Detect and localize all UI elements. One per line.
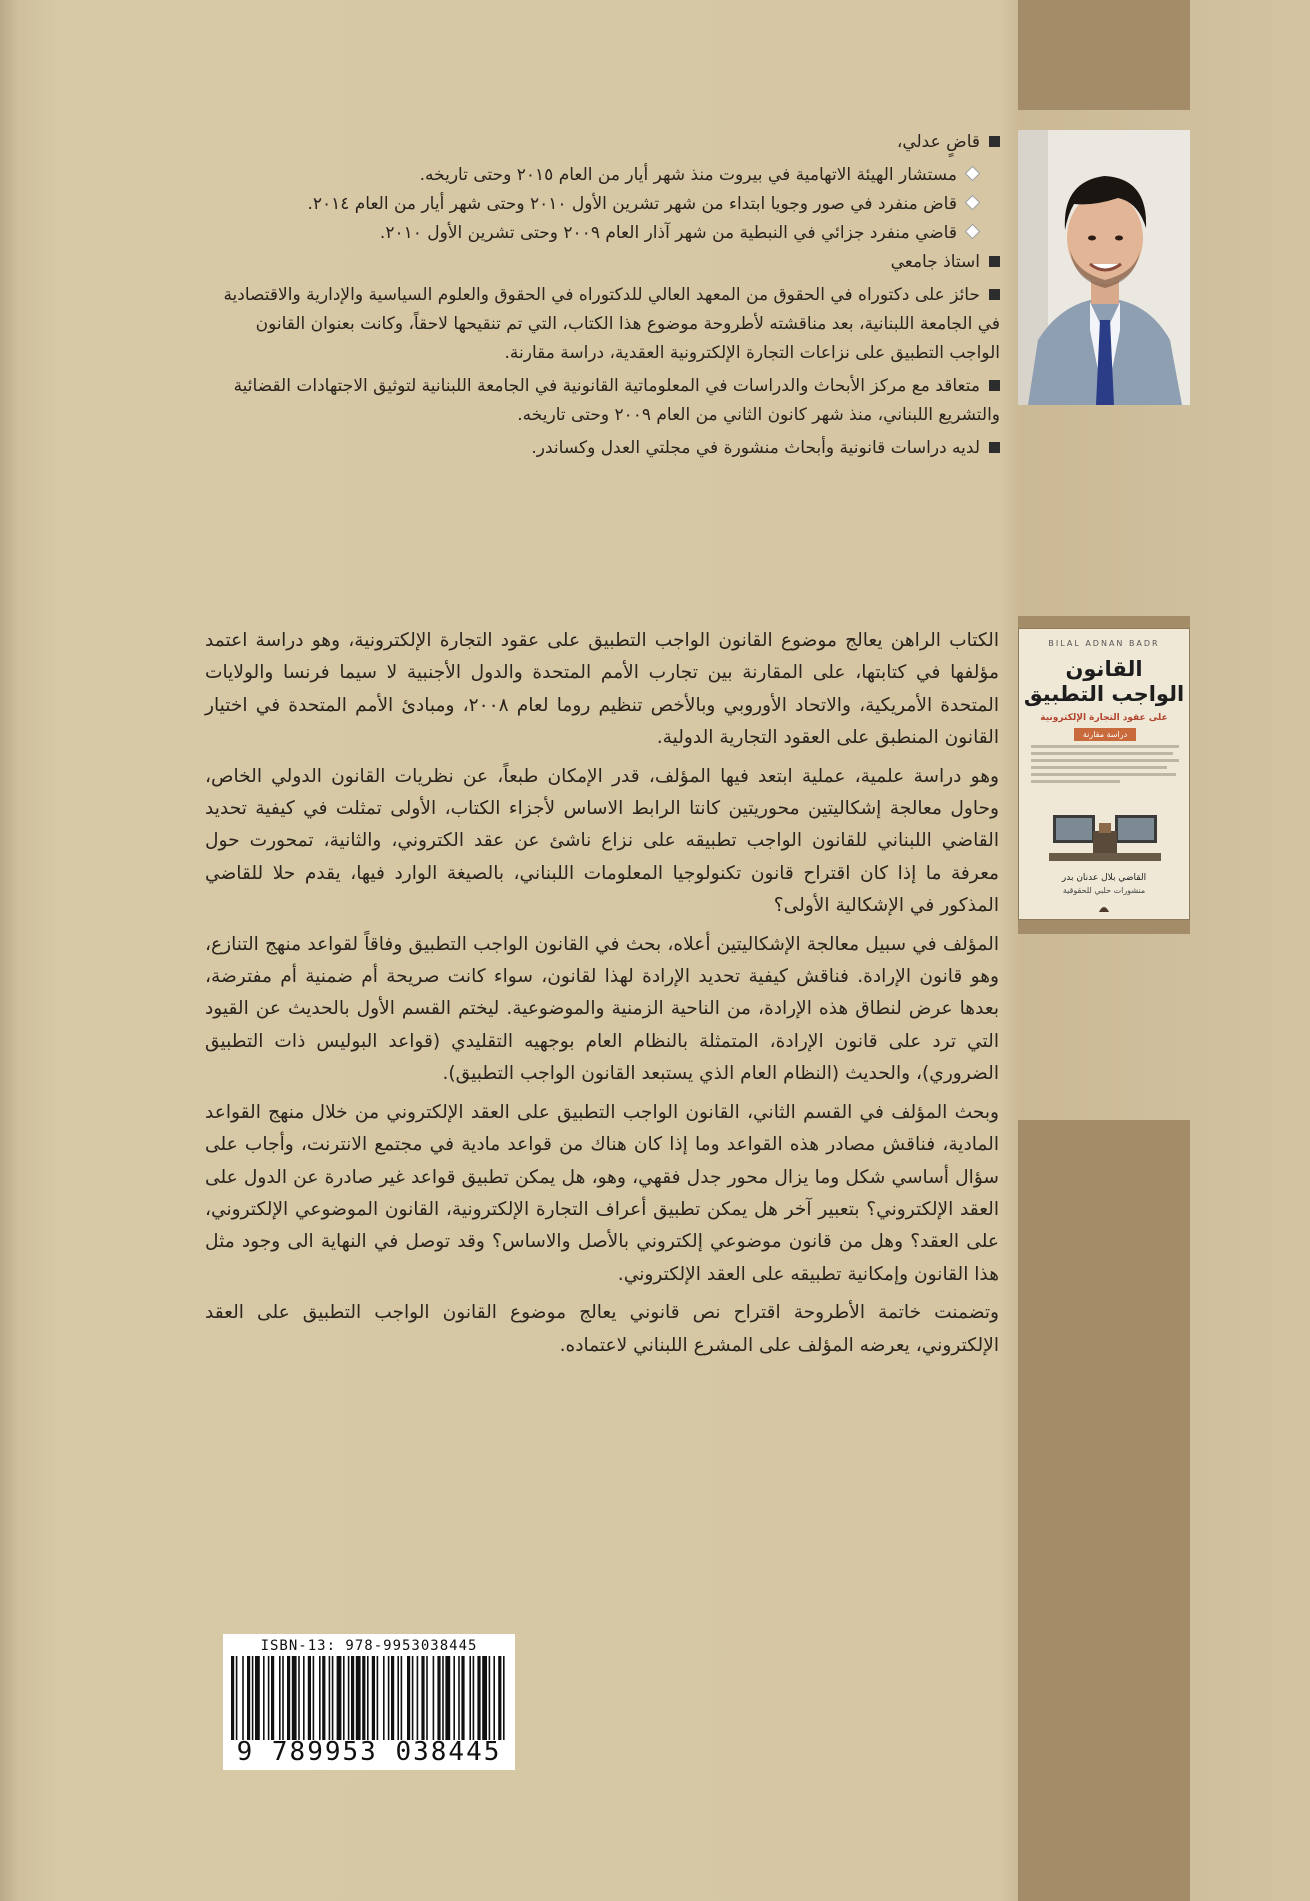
bio-role-judge bbox=[200, 128, 1000, 157]
barcode-bar bbox=[282, 1656, 284, 1740]
barcode-bar bbox=[337, 1656, 342, 1740]
barcode-bar bbox=[242, 1656, 244, 1740]
thumbnail-title bbox=[1019, 657, 1189, 707]
thumbnail-badge: دراسة مقارنة bbox=[1074, 728, 1136, 741]
author-photo bbox=[1018, 130, 1190, 405]
thumbnail-author-latin: BILAL ADNAN BADR bbox=[1048, 639, 1160, 648]
diamond-bullet-icon bbox=[965, 195, 981, 211]
thumbnail-title-line2: الواجب التطبيق bbox=[1023, 682, 1185, 706]
barcode-bars bbox=[231, 1656, 507, 1740]
barcode-bar bbox=[453, 1656, 455, 1740]
barcode-bar bbox=[252, 1656, 254, 1740]
barcode-bar bbox=[329, 1656, 331, 1740]
barcode-bar bbox=[236, 1656, 238, 1740]
diamond-bullet-icon bbox=[965, 166, 981, 182]
barcode-bar bbox=[383, 1656, 385, 1740]
barcode-bar bbox=[362, 1656, 365, 1740]
barcode-bar bbox=[308, 1656, 311, 1740]
thumbnail-author-name: القاضي بلال عدنان بدر bbox=[1061, 873, 1147, 883]
barcode-bar bbox=[426, 1656, 428, 1740]
barcode-bar bbox=[255, 1656, 260, 1740]
isbn-barcode bbox=[223, 1634, 515, 1770]
barcode-bar bbox=[343, 1656, 345, 1740]
bio-para1-text: حائز على دكتوراه في الحقوق من المعهد العالي للدكتوراه في الحقوق والعلوم السياسية والإدارية والاقتصادية في الجامعة اللبنانية، بعد مناقشته لأطروحة موضوع هذا الكتاب، التي تم تنقيحها لاحقاً، وكانت بعنوان القانون الواجب التطبيق على نزاعات التجارة الإلكترونية العقدية، دراسة مقارنة. bbox=[223, 285, 1000, 363]
barcode-bar bbox=[298, 1656, 300, 1740]
bio-para2-text: متعاقد مع مركز الأبحاث والدراسات في المعلوماتية القانونية في الجامعة اللبنانية لتوثيق الاجتهادات القضائية والتشريع اللبناني، منذ شهر كانون الثاني من العام ٢٠٠٩ وحتى تاريخه. bbox=[233, 376, 1000, 425]
barcode-bar bbox=[332, 1656, 334, 1740]
barcode-bar bbox=[377, 1656, 379, 1740]
thumbnail-subtitle: على عقود التجارة الإلكترونية bbox=[1040, 713, 1168, 723]
barcode-bar bbox=[473, 1656, 475, 1740]
barcode-bar bbox=[477, 1656, 480, 1740]
bio-para3-text: لديه دراسات قانونية وأبحاث منشورة في مجلتي العدل وكساندر. bbox=[531, 438, 980, 458]
bio-paragraph-publications bbox=[200, 434, 1000, 463]
square-bullet-icon bbox=[989, 136, 1000, 147]
barcode-bar bbox=[407, 1656, 410, 1740]
summary-paragraph: الكتاب الراهن يعالج موضوع القانون الواجب التطبيق على عقود التجارة الإلكترونية، وهو دراسة اعتمد مؤلفها في كتابتها، على المقارنة بين تجارب الأمم المتحدة والدول الأجنبية لا سيما فرنسا والولايات المتحدة الأمريكية، والاتحاد الأوروبي وبالأخص تنظيم روما لعام ٢٠٠٨، ومبادئ الأمم المتحدة في اختيار القانون المنطبق على العقود التجارية الدولية. bbox=[205, 630, 999, 749]
barcode-bar bbox=[292, 1656, 297, 1740]
barcode-bar bbox=[401, 1656, 403, 1740]
thumbnail-illustration bbox=[1049, 805, 1161, 863]
barcode-bar bbox=[458, 1656, 460, 1740]
thumbnail-author-note: منشورات حلبي للحقوقية bbox=[1062, 886, 1146, 895]
barcode-bar bbox=[287, 1656, 290, 1740]
bio-sub-item-text: قاضي منفرد جزائي في النبطية من شهر آذار العام ٢٠٠٩ وحتى تشرين الأول ٢٠١٠. bbox=[379, 223, 957, 243]
bio-role-professor bbox=[200, 248, 1000, 277]
bio-sub-item-text: قاض منفرد في صور وجويا ابتداء من شهر تشرين الأول ٢٠١٠ وحتى شهر أيار من العام ٢٠١٤. bbox=[307, 194, 957, 214]
barcode-bar bbox=[319, 1656, 321, 1740]
bio-paragraph-research-center bbox=[200, 372, 1000, 430]
isbn-label: ISBN-13: 978-9953038445 bbox=[260, 1638, 478, 1654]
barcode-bar bbox=[268, 1656, 270, 1740]
barcode-bar bbox=[482, 1656, 487, 1740]
barcode-bar bbox=[322, 1656, 325, 1740]
barcode-bar bbox=[279, 1656, 281, 1740]
barcode-bar bbox=[313, 1656, 315, 1740]
bio-sub-item bbox=[200, 219, 1000, 248]
barcode-bar bbox=[469, 1656, 471, 1740]
decorative-strip-top bbox=[1018, 0, 1190, 110]
barcode-bar bbox=[303, 1656, 305, 1740]
bio-paragraph-doctorate bbox=[200, 281, 1000, 368]
barcode-bar bbox=[348, 1656, 350, 1740]
summary-paragraph: وبحث المؤلف في القسم الثاني، القانون الواجب التطبيق على العقد الإلكتروني من خلال منهج القواعد المادية، فناقش مصادر هذه القواعد وما إذا كان هناك من قواعد مادية في مجتمع الانترنت، وأجاب على سؤال أساسي شكل وما يزال محور جدل فقهي، وهو، هل يمكن تطبيق قواعد غير صادرة عن الدول على العقد الإلكتروني؟ بتعبير آخر هل يمكن تطبيق أعراف التجارة الإلكترونية، القانون الموضوعي الإلكتروني، على العقد؟ وهل من قانون موضوعي إلكتروني بالأصل والاساس؟ وقد توصل في النهاية الى وجود مثل هذا القانون وإمكانية تطبيقه على العقد الإلكتروني. bbox=[205, 1101, 999, 1285]
barcode-bar bbox=[231, 1656, 234, 1740]
summary-paragraph: وتضمنت خاتمة الأطروحة اقتراح نص قانوني يعالج موضوع القانون الواجب التطبيق على العقد الإلكتروني، يعرضه المؤلف على المشرع اللبناني لاعتماده. bbox=[205, 1302, 999, 1356]
thumbnail-text-lines bbox=[1031, 745, 1179, 787]
barcode-bar bbox=[442, 1656, 444, 1740]
decorative-strip-bottom bbox=[1018, 1120, 1190, 1901]
author-bio bbox=[200, 128, 1000, 467]
barcode-bar bbox=[397, 1656, 399, 1740]
barcode-bar bbox=[388, 1656, 390, 1740]
book-thumbnail bbox=[1018, 628, 1190, 920]
isbn-digits: 9 789953 038445 bbox=[236, 1737, 502, 1767]
barcode-bar bbox=[367, 1656, 369, 1740]
square-bullet-icon bbox=[989, 442, 1000, 453]
barcode-bar bbox=[372, 1656, 375, 1740]
bio-sub-item-text: مستشار الهيئة الاتهامية في بيروت منذ شهر أيار من العام ٢٠١٥ وحتى تاريخه. bbox=[419, 165, 957, 185]
barcode-bar bbox=[461, 1656, 464, 1740]
book-summary bbox=[205, 625, 999, 1368]
barcode-bar bbox=[356, 1656, 361, 1740]
publisher-logo-icon bbox=[1097, 901, 1111, 913]
diamond-bullet-icon bbox=[965, 224, 981, 240]
barcode-bar bbox=[247, 1656, 250, 1740]
bio-sub-item bbox=[200, 190, 1000, 219]
barcode-bar bbox=[263, 1656, 265, 1740]
summary-paragraph: وهو دراسة علمية، عملية ابتعد فيها المؤلف، قدر الإمكان طبعاً، عن نظريات القانون الدولي الخاص، وحاول معالجة إشكاليتين محوريتين كانتا الرابط الاساس لأجزاء الكتاب، الأولى تمثلت في كيفية تحديد القاضي اللبناني للقانون الواجب تطبيقه على نزاع ناشئ عن عقد الكتروني، والثانية، تمحورت حول معرفة ما إذا كان اقتراح قانون تكنولوجيا المعلومات اللبناني، بالصيغة الوارد فيها، يقدم حلا للقاضي المذكور في الإشكالية الأولى؟ bbox=[205, 765, 999, 917]
bio-role2-text: استاذ جامعي bbox=[890, 252, 980, 272]
barcode-bar bbox=[417, 1656, 419, 1740]
bio-sub-item bbox=[200, 161, 1000, 190]
barcode-bar bbox=[271, 1656, 274, 1740]
barcode-bar bbox=[412, 1656, 414, 1740]
barcode-bar bbox=[503, 1656, 505, 1740]
barcode-bar bbox=[493, 1656, 495, 1740]
barcode-bar bbox=[445, 1656, 450, 1740]
barcode-bar bbox=[489, 1656, 491, 1740]
barcode-bar bbox=[437, 1656, 440, 1740]
summary-paragraph: المؤلف في سبيل معالجة الإشكاليتين أعلاه، بحث في القانون الواجب التطبيق وفاقاً لقواعد منهج التنازع، وهو قانون الإرادة. فناقش كيفية تحديد الإرادة لهذا لقانون، سواء كانت صريحة أم ضمنية أم مفترضة، بعدها عرض لنطاق هذه الإرادة، من الناحية الزمنية والموضوعية. ليختم القسم الأول بالحديث عن القيود التي ترد على قانون الإرادة، المتمثلة بالنظام العام بوجهيه التقليدي (قواعد البوليس ذات التطبيق الضروري)، والحديث (النظام العام الذي يستبعد القانون الواجب التطبيق). bbox=[205, 933, 999, 1085]
barcode-bar bbox=[391, 1656, 394, 1740]
barcode-bar bbox=[433, 1656, 435, 1740]
square-bullet-icon bbox=[989, 256, 1000, 267]
square-bullet-icon bbox=[989, 289, 1000, 300]
thumbnail-title-line1: القانون bbox=[1065, 657, 1143, 681]
square-bullet-icon bbox=[989, 380, 1000, 391]
barcode-bar bbox=[421, 1656, 424, 1740]
barcode-bar bbox=[351, 1656, 354, 1740]
barcode-bar bbox=[498, 1656, 501, 1740]
bio-role1-text: قاضٍ عدلي، bbox=[896, 132, 980, 152]
